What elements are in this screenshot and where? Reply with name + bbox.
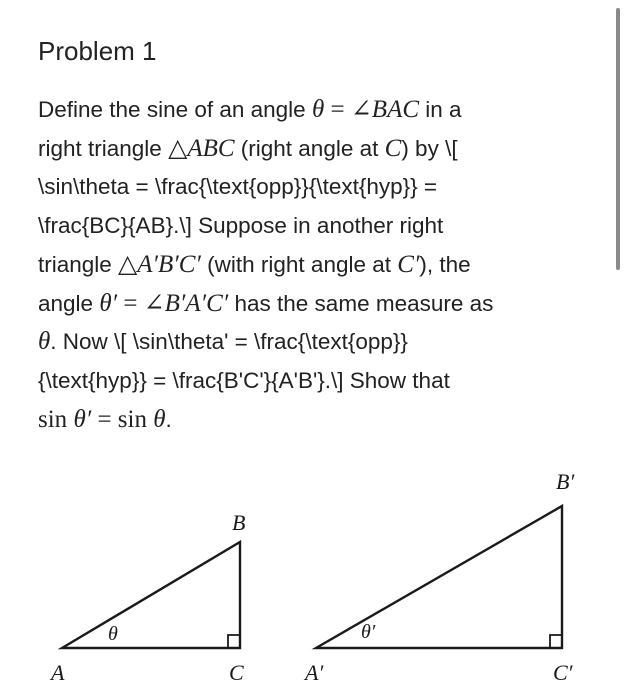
math-theta: θ — [38, 328, 51, 356]
math-equals: = — [91, 405, 118, 433]
raw-latex-run: . Now \[ \sin\theta' = \frac{\text{opp}} — [50, 329, 408, 355]
math-angle-b-a-c-prime: B′A′C′ — [164, 289, 229, 317]
text-run: right triangle — [38, 135, 169, 161]
text-run: (with right angle at — [200, 251, 398, 277]
text-run: triangle — [38, 251, 119, 277]
math-sin: sin — [117, 405, 147, 433]
raw-latex-run: {\text{hyp}} = \frac{B'C'}{A'B'}.\] Show that — [38, 367, 450, 393]
math-theta-prime: θ′ — [67, 405, 92, 433]
triangle-a-b-c-prime-outline — [316, 506, 562, 648]
right-angle-marker-c-prime — [550, 635, 562, 648]
text-run: ) by \[ — [401, 135, 458, 161]
vertex-label-a: A — [51, 660, 65, 685]
vertex-label-b-prime: B′ — [556, 469, 575, 494]
math-triangle-a-b-c-prime: A′B′C′ — [137, 250, 201, 278]
right-angle-marker-c — [228, 635, 240, 648]
text-run: ), the — [419, 251, 471, 277]
angle-label-theta: θ — [108, 623, 118, 645]
vertex-label-c-prime: C′ — [553, 660, 573, 685]
math-vertex-c-prime: C′ — [397, 250, 420, 278]
vertex-label-a-prime: A′ — [305, 660, 324, 685]
math-vertex-c: C — [384, 134, 402, 162]
math-triangle-symbol: △ — [118, 250, 138, 278]
math-equals: = — [117, 289, 144, 317]
text-run: in a — [419, 97, 462, 122]
math-triangle-symbol: △ — [168, 134, 188, 162]
math-triangle-abc: ABC — [187, 134, 235, 162]
text-run: Define the sine of an angle — [38, 97, 312, 122]
triangle-abc-outline — [62, 542, 240, 648]
triangle-abc — [49, 510, 245, 685]
raw-latex-run: \sin\theta = \frac{\text{opp}}{\text{hyp}} = — [38, 174, 438, 200]
math-angle-symbol: ∠ — [143, 289, 165, 317]
vertex-label-c: C — [229, 660, 244, 685]
math-theta: θ — [311, 96, 325, 123]
math-theta: θ — [146, 405, 166, 433]
problem-title: Problem 1 — [38, 36, 157, 66]
vertex-label-b: B — [232, 510, 246, 535]
text-run: angle — [38, 290, 100, 316]
math-sin: sin — [38, 405, 68, 433]
text-run: (right angle at — [234, 135, 385, 161]
triangle-a-b-c-prime — [303, 469, 575, 685]
text-run: has the same measure as — [228, 290, 494, 316]
math-equals: = — [324, 96, 351, 123]
raw-latex-run: \frac{BC}{AB}.\] Suppose in another right — [38, 213, 444, 239]
angle-label-theta-prime: θ′ — [361, 621, 376, 643]
text-run: . — [165, 406, 172, 432]
math-theta-prime: θ′ — [99, 289, 118, 317]
math-angle-symbol: ∠ — [350, 96, 372, 123]
math-angle-bac: BAC — [371, 96, 420, 123]
